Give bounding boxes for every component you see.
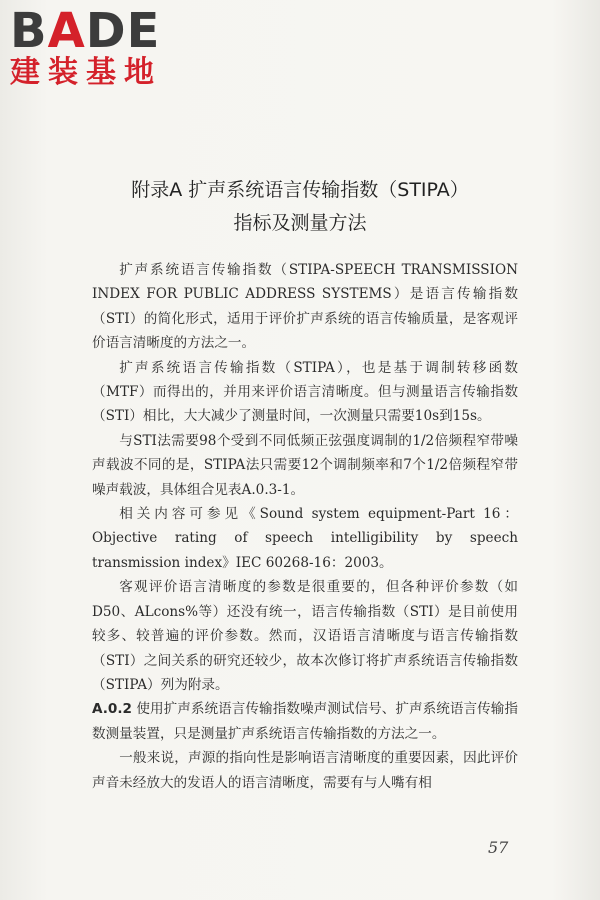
logo-subtitle: 建装基地 [10, 55, 162, 90]
appendix-subtitle: 指标及测量方法 [233, 212, 367, 234]
paragraph: 与STI法需要98个受到不同低频正弦强度调制的1/2倍频程窄带噪声载波不同的是，STIPA法只需要12个调制频率和7个1/2倍频程窄带噪声载波，具体组合见表A.0.3-1。 [92, 432, 518, 498]
logo-wordmark: BADE [10, 3, 161, 59]
body-text [92, 258, 518, 795]
paragraph: 扩声系统语言传输指数（STIPA），也是基于调制转移函数（MTF）而得出的，并用来评价语言清晰度。但与测量语言传输指数（STI）相比，大大减少了测量时间，一次测量只需要10s到15s。 [92, 359, 518, 425]
appendix-title: 附录A 扩声系统语言传输指数（STIPA） [131, 179, 469, 201]
clause-a-0-2 [92, 697, 518, 746]
paragraph: 客观评价语言清晰度的参数是很重要的，但各种评价参数（如D50、ALcons%等）还没有统一，语言传输指数（STI）是目前使用较多、较普遍的评价参数。然而，汉语语言清晰度与语言传输指数（STI）之间关系的研究还较少，故本次修订将扩声系统语言传输指数（STIPA）列为附录。 [92, 579, 518, 693]
page-number: 57 [488, 838, 509, 857]
paragraph: 扩声系统语言传输指数（STIPA-SPEECH TRANSMISSION INDEX FOR PUBLIC ADDRESS SYSTEMS）是语言传输指数（STI）的简化形式，适用于评价扩声系统的语言传输质量，是客观评价语言清晰度的方法之一。 [92, 262, 518, 352]
paragraph: 相关内容可参见《Sound system equipment-Part 16：Objective rating of speech intelligibility by speech transmission index》IEC 60268-16：2003。 [92, 506, 518, 571]
clause-number: A.0.2 [92, 701, 133, 718]
clause-text: 使用扩声系统语言传输指数噪声测试信号、扩声系统语言传输指数测量装置，只是测量扩声系统语言传输指数的方法之一。 [92, 701, 518, 742]
bade-logo [10, 3, 162, 90]
paragraph: 一般来说，声源的指向性是影响语言清晰度的重要因素，因此评价声音未经放大的发语人的语言清晰度，需要有与人嘴有相 [92, 750, 518, 791]
